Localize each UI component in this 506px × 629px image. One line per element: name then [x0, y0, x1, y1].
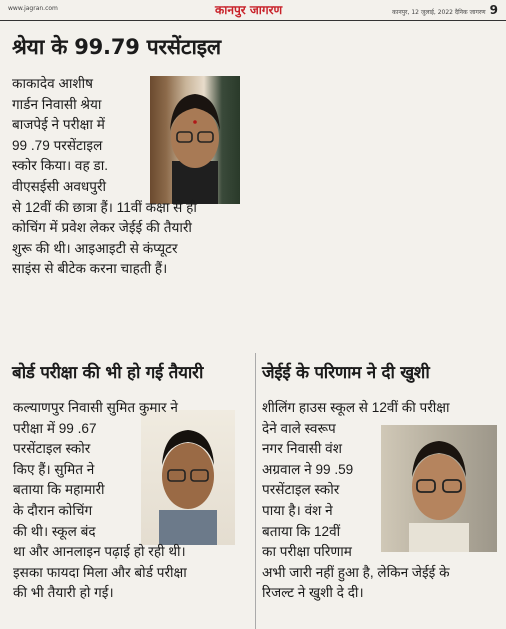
story1-headline: श्रेया के 99.79 परसेंटाइल — [12, 35, 221, 59]
page-number: 9 — [489, 3, 498, 17]
dateline-text: कानपुर, 12 जुलाई, 2022 दैनिक जागरण — [392, 9, 486, 16]
story3-body: शीलिंग हाउस स्कूल से 12वीं की परीक्षा देने वाले स्वरूप नगर निवासी वंश अग्रवाल ने 99 .59 परसेंटाइल स्कोर पाया है। वंश ने बताया कि 12वीं का परीक्षा परिणाम अभी जारी नहीं हुआ है, लेकिन जेईई के रिजल्ट ने खुशी दे दी। — [262, 400, 450, 601]
column-divider — [255, 353, 256, 629]
edition-name: कानपुर जागरण — [215, 3, 283, 17]
story2-body: कल्याणपुर निवासी सुमित कुमार ने परीक्षा में 99 .67 परसेंटाइल स्कोर किए हैं। सुमित ने बताया कि महामारी के दौरान कोचिंग की थी। स्कूल बंद था और आनलाइन पढ़ाई हो रही थी। इसका फायदा मिला और बोर्ड परीक्षा की भी तैयारी हो गई। — [13, 400, 187, 601]
masthead — [0, 0, 506, 21]
story3-headline: जेईई के परिणाम ने दी खुशी — [262, 363, 430, 383]
website-url: www.jagran.com — [8, 5, 58, 12]
story1-body: काकादेव आशीष गार्डन निवासी श्रेया बाजपेई ने परीक्षा में 99 .79 परसेंटाइल स्कोर किया। वह डा. वीएसईसी अवधपुरी से 12वीं की छात्रा हैं। 11वीं कक्षा से ही कोचिंग में प्रवेश लेकर जेईई की तैयारी शुरू की थी। आइआइटी से कंप्यूटर साइंस से बीटेक करना चाहती हैं। — [12, 76, 197, 277]
story2-headline: बोर्ड परीक्षा की भी हो गई तैयारी — [12, 363, 204, 383]
dateline — [392, 3, 498, 17]
